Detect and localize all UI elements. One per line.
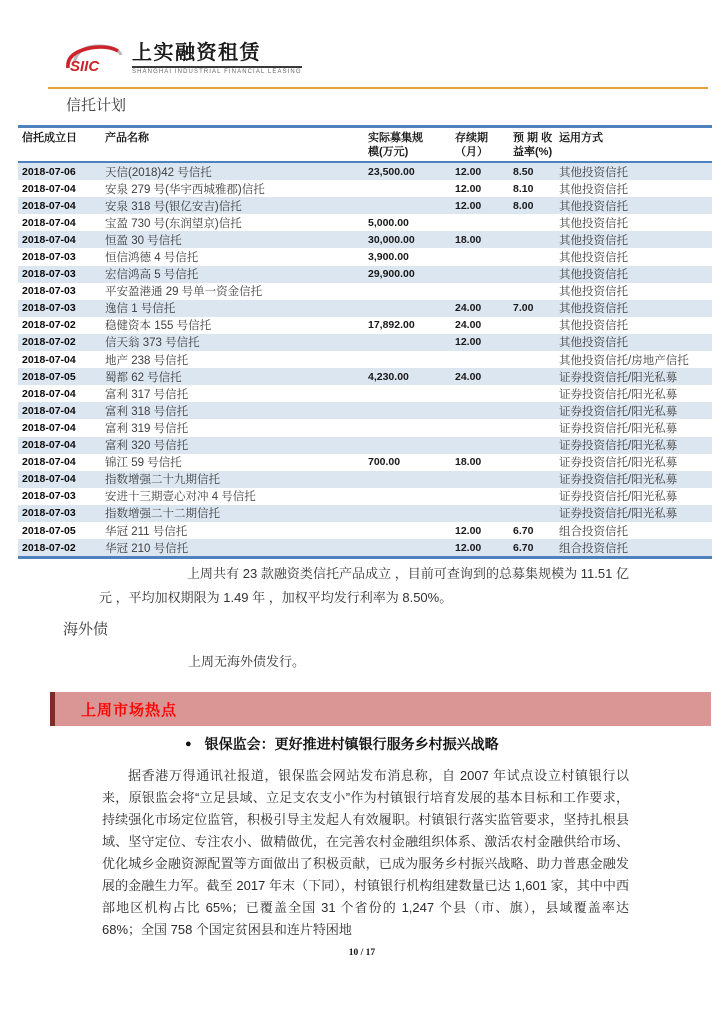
- column-header: 信托成立日: [22, 132, 77, 144]
- cell-date: 2018-07-05: [22, 524, 76, 537]
- table-row: [18, 214, 712, 231]
- cell-date: 2018-07-04: [22, 439, 76, 452]
- brand-name-en: SHANGHAI INDUSTRIAL FINANCIAL LEASING: [132, 69, 302, 75]
- gold-divider: [48, 87, 708, 89]
- cell-date: 2018-07-03: [22, 285, 76, 298]
- cell-term: 24.00: [455, 302, 482, 315]
- table-row: [18, 163, 712, 180]
- cell-date: 2018-07-02: [22, 336, 76, 349]
- hotspot-headline-text: 银保监会：更好推进村镇银行服务乡村振兴战略: [204, 736, 499, 752]
- cell-name: 蜀都 62 号信托: [105, 371, 182, 384]
- cell-name: 指数增强二十二期信托: [105, 508, 220, 521]
- cell-usage: 证券投资信托/阳光私募: [559, 388, 678, 401]
- trust-table-header: [18, 128, 712, 163]
- trust-table-body: [18, 163, 712, 559]
- cell-name: 宝盈 730 号(东润望京)信托: [105, 217, 242, 230]
- cell-usage: 其他投资信托: [559, 303, 628, 316]
- cell-usage: 证券投资信托/阳光私募: [559, 508, 678, 521]
- trust-table: [18, 125, 712, 559]
- hotspot-paragraph: 据香港万得通讯社报道，银保监会网站发布消息称，自 2007 年试点设立村镇银行以来，原银监会将“立足县域、立足支农支小”作为村镇银行培育发展的基本目标和工作要求，持续强化市场定位监管，积极引导主发起人有效履职。村镇银行落实监管要求，坚持扎根县域、坚守定位、专注农小、做精做优，在完善农村金融组织体系、激活农村金融供给市场、优化城乡金融资源配置等方面做出了积极贡献，已成为服务乡村振兴战略、助力普惠金融发展的金融生力军。截至 2017 年末（下同），村镇银行机构组建数量已达 1,601 家，其中中西部地区机构占比 65%；已覆盖全国 31 个省份的 1,247 个县（市、旗），县域覆盖率达 68%；全国 758 个国定贫困县和连片特困地: [102, 768, 629, 937]
- cell-name: 安泉 279 号(华宇西城雅郡)信托: [105, 183, 265, 196]
- cell-date: 2018-07-04: [22, 353, 76, 366]
- cell-name: 地产 238 号信托: [105, 354, 189, 367]
- trust-summary-paragraph: 上周共有 23 款融资类信托产品成立 ，目前可查询到的总募集规模为 11.51 亿元 ，平均加权期限为 1.49 年 ，加权平均发行利率为 8.50%。: [99, 566, 629, 605]
- cell-term: 24.00: [455, 319, 482, 332]
- table-row: [18, 539, 712, 556]
- cell-yield: 7.00: [513, 302, 534, 315]
- cell-term: 24.00: [455, 370, 482, 383]
- bullet-icon: ●: [185, 738, 192, 750]
- cell-scale: 3,900.00: [368, 251, 409, 264]
- cell-scale: 4,230.00: [368, 370, 409, 383]
- table-row: [18, 197, 712, 214]
- table-row: [18, 180, 712, 197]
- cell-usage: 其他投资信托: [559, 234, 628, 247]
- cell-term: 18.00: [455, 456, 482, 469]
- column-header: 预 期 收 益率(%): [513, 132, 553, 158]
- hotspot-headline: [185, 734, 499, 754]
- cell-usage: 其他投资信托: [559, 286, 628, 299]
- cell-date: 2018-07-04: [22, 199, 76, 212]
- cell-name: 恒信鸿德 4 号信托: [105, 252, 199, 265]
- table-row: [18, 231, 712, 248]
- cell-name: 指数增强二十九期信托: [105, 474, 220, 487]
- cell-date: 2018-07-05: [22, 370, 76, 383]
- cell-usage: 其他投资信托/房地产信托: [559, 354, 689, 367]
- cell-date: 2018-07-04: [22, 216, 76, 229]
- cell-date: 2018-07-03: [22, 251, 76, 264]
- table-row: [18, 283, 712, 300]
- table-row: [18, 522, 712, 539]
- column-header: 存续期 （月）: [455, 132, 488, 158]
- cell-date: 2018-07-03: [22, 302, 76, 315]
- hotspot-banner: [50, 692, 711, 726]
- cell-name: 逸信 1 号信托: [105, 303, 176, 316]
- cell-usage: 证券投资信托/阳光私募: [559, 440, 678, 453]
- cell-term: 12.00: [455, 336, 482, 349]
- overseas-body-text: 上周无海外债发行。: [188, 654, 306, 669]
- cell-name: 富利 320 号信托: [105, 440, 189, 453]
- cell-name: 富利 317 号信托: [105, 388, 189, 401]
- cell-scale: 700.00: [368, 456, 401, 469]
- cell-scale: 17,892.00: [368, 319, 415, 332]
- brand-name-cn: 上实融资租赁: [132, 36, 302, 68]
- cell-name: 华冠 210 号信托: [105, 542, 189, 555]
- table-row: [18, 471, 712, 488]
- cell-name: 宏信鸿高 5 号信托: [105, 269, 199, 282]
- cell-usage: 其他投资信托: [559, 166, 628, 179]
- cell-usage: 其他投资信托: [559, 320, 628, 333]
- table-row: [18, 385, 712, 402]
- cell-usage: 证券投资信托/阳光私募: [559, 491, 678, 504]
- cell-date: 2018-07-02: [22, 319, 76, 332]
- cell-usage: 证券投资信托/阳光私募: [559, 422, 678, 435]
- hotspot-banner-title: 上周市场热点: [81, 701, 178, 719]
- cell-usage: 其他投资信托: [559, 200, 628, 213]
- cell-name: 富利 318 号信托: [105, 405, 189, 418]
- cell-term: 12.00: [455, 165, 482, 178]
- table-row: [18, 419, 712, 436]
- section-title-trust: 信托计划: [66, 97, 127, 114]
- cell-date: 2018-07-04: [22, 233, 76, 246]
- page-number: 10 / 17: [348, 948, 376, 958]
- table-row: [18, 488, 712, 505]
- cell-term: 12.00: [455, 524, 482, 537]
- cell-scale: 5,000.00: [368, 216, 409, 229]
- cell-usage: 其他投资信托: [559, 252, 628, 265]
- cell-usage: 其他投资信托: [559, 217, 628, 230]
- table-row: [18, 266, 712, 283]
- cell-date: 2018-07-04: [22, 421, 76, 434]
- column-header: 实际募集规 模(万元): [368, 132, 423, 158]
- cell-usage: 组合投资信托: [559, 525, 628, 538]
- cell-name: 富利 319 号信托: [105, 422, 189, 435]
- logo-mark-text: SIIC: [70, 58, 100, 75]
- table-row: [18, 351, 712, 368]
- cell-usage: 其他投资信托: [559, 337, 628, 350]
- table-row: [18, 454, 712, 471]
- cell-date: 2018-07-03: [22, 268, 76, 281]
- cell-name: 天信(2018)42 号信托: [105, 166, 212, 179]
- cell-name: 稳健资本 155 号信托: [105, 320, 212, 333]
- column-header: 产品名称: [105, 132, 149, 144]
- cell-usage: 其他投资信托: [559, 269, 628, 282]
- cell-usage: 证券投资信托/阳光私募: [559, 474, 678, 487]
- cell-term: 12.00: [455, 541, 482, 554]
- cell-scale: 29,900.00: [368, 268, 415, 281]
- cell-term: 12.00: [455, 199, 482, 212]
- cell-date: 2018-07-04: [22, 182, 76, 195]
- cell-yield: 8.10: [513, 182, 534, 195]
- company-logo: [64, 36, 302, 75]
- table-row: [18, 402, 712, 419]
- table-row: [18, 300, 712, 317]
- cell-date: 2018-07-04: [22, 456, 76, 469]
- cell-usage: 证券投资信托/阳光私募: [559, 457, 678, 470]
- cell-date: 2018-07-04: [22, 387, 76, 400]
- column-header: 运用方式: [559, 132, 603, 144]
- cell-name: 安泉 318 号(银亿安吉)信托: [105, 200, 242, 213]
- cell-yield: 8.00: [513, 199, 534, 212]
- cell-date: 2018-07-02: [22, 541, 76, 554]
- cell-date: 2018-07-04: [22, 473, 76, 486]
- cell-yield: 6.70: [513, 541, 534, 554]
- cell-usage: 其他投资信托: [559, 183, 628, 196]
- cell-date: 2018-07-03: [22, 490, 76, 503]
- cell-usage: 证券投资信托/阳光私募: [559, 405, 678, 418]
- section-title-overseas: 海外债: [63, 621, 109, 638]
- cell-scale: 30,000.00: [368, 233, 415, 246]
- table-row: [18, 368, 712, 385]
- cell-yield: 8.50: [513, 165, 534, 178]
- table-row: [18, 317, 712, 334]
- siic-logo-icon: [64, 41, 126, 75]
- cell-name: 锦江 59 号信托: [105, 457, 182, 470]
- cell-term: 12.00: [455, 182, 482, 195]
- brand-block: [132, 36, 302, 75]
- cell-name: 信天翁 373 号信托: [105, 337, 200, 350]
- table-row: [18, 334, 712, 351]
- cell-name: 华冠 211 号信托: [105, 525, 188, 538]
- table-row: [18, 248, 712, 265]
- table-row: [18, 437, 712, 454]
- cell-date: 2018-07-06: [22, 165, 76, 178]
- cell-date: 2018-07-04: [22, 404, 76, 417]
- cell-name: 恒盈 30 号信托: [105, 234, 182, 247]
- cell-yield: 6.70: [513, 524, 534, 537]
- cell-usage: 证券投资信托/阳光私募: [559, 371, 678, 384]
- cell-scale: 23,500.00: [368, 165, 415, 178]
- table-row: [18, 505, 712, 522]
- cell-name: 平安盈港通 29 号单一资金信托: [105, 286, 263, 299]
- cell-date: 2018-07-03: [22, 507, 76, 520]
- cell-name: 安进十三期壹心对冲 4 号信托: [105, 491, 256, 504]
- cell-term: 18.00: [455, 233, 482, 246]
- cell-usage: 组合投资信托: [559, 542, 628, 555]
